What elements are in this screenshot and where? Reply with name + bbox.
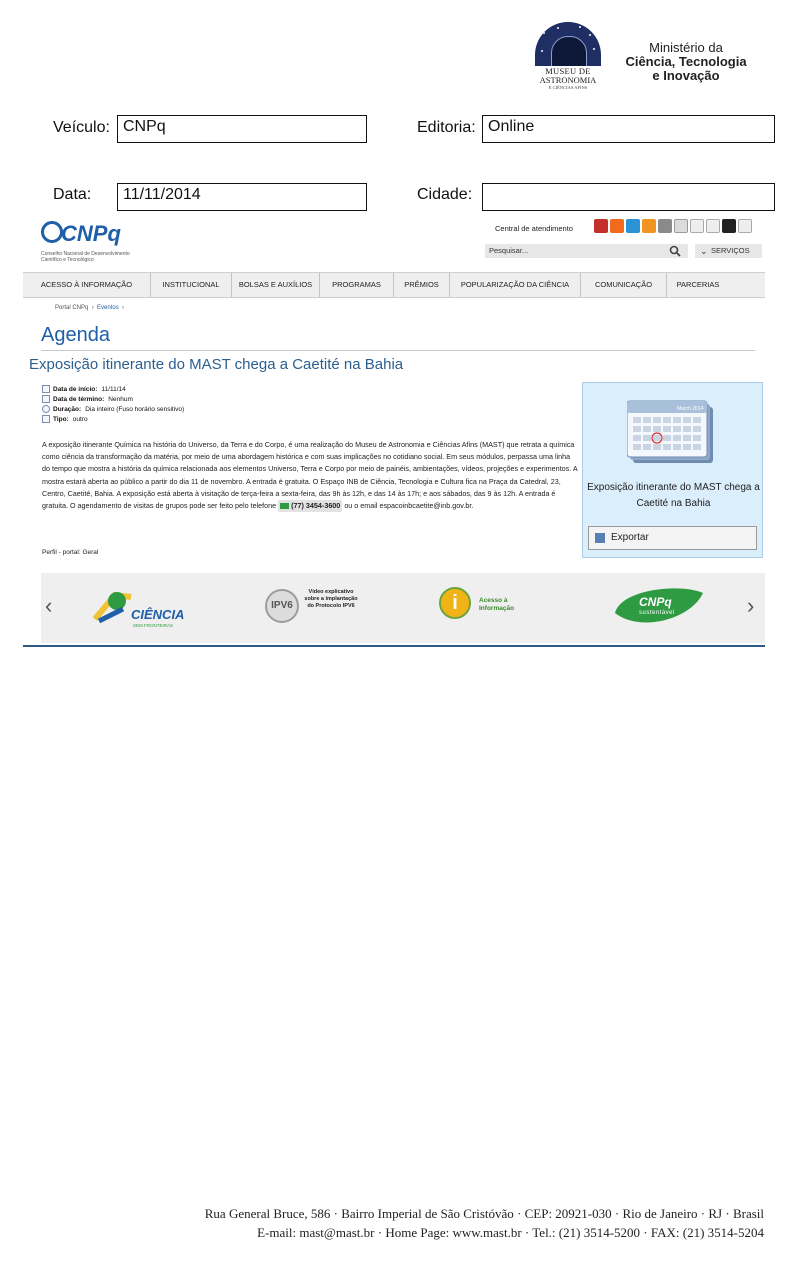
main-menu [23, 272, 765, 298]
banner-ipv6-text: Vídeo explicativo sobre a implantação do Protocolo IPV6 [304, 589, 358, 609]
cnpq-mark-icon [41, 221, 63, 243]
menu-item-acesso[interactable]: ACESSO À INFORMAÇÃO [23, 273, 151, 297]
banner-ciencia-sem-fronteiras[interactable] [93, 585, 193, 633]
ciencia-globe-icon [93, 589, 133, 625]
section-divider [41, 350, 755, 351]
menu-item-popularizacao[interactable]: POPULARIZAÇÃO DA CIÊNCIA [450, 273, 581, 297]
banner-cnpq-text: CNPq [639, 595, 672, 609]
servicos-button[interactable] [695, 244, 762, 258]
ministry-line1: Ministério da [649, 40, 723, 55]
calendar-icon [42, 385, 50, 393]
menu-item-comunicacao[interactable]: COMUNICAÇÃO [581, 273, 667, 297]
veiculo-field[interactable]: CNPq [117, 115, 367, 143]
help-icon[interactable] [674, 219, 688, 233]
banner-acesso-text: Acesso à Informação [479, 597, 515, 612]
menu-item-institucional[interactable]: INSTITUCIONAL [151, 273, 232, 297]
footer-contact: E-mail: mast@mast.br · Home Page: www.mast.br · Tel.: (21) 3514-5200 · FAX: (21) 3514-5204 [257, 1225, 764, 1240]
menu-item-programas[interactable]: PROGRAMAS [320, 273, 394, 297]
cnpq-logo-text: CNPq [61, 221, 121, 246]
calendar-icon [42, 395, 50, 403]
observatory-dome-icon [535, 22, 601, 66]
calendar-icon [627, 399, 717, 465]
brazil-flag-icon [280, 503, 289, 509]
data-label: Data: [53, 186, 92, 203]
search-input[interactable]: Pesquisar... [485, 244, 688, 258]
carousel-prev-icon[interactable]: ‹ [45, 593, 53, 618]
breadcrumb [55, 305, 124, 311]
banner-carousel [41, 573, 765, 643]
banner-ipv6[interactable] [265, 587, 365, 631]
ministry-logo [616, 41, 756, 83]
perfil-text: Perfil - portal: Geral [42, 549, 99, 556]
rss-icon[interactable] [642, 219, 656, 233]
cidade-field[interactable] [482, 183, 775, 211]
event-duration: Duração: Dia inteiro (Fuso horário sensitivo) [42, 404, 184, 414]
museum-logo-line3: E CIÊNCIAS AFINS [548, 85, 588, 90]
mobile-icon[interactable] [738, 219, 752, 233]
font-decrease-icon[interactable] [706, 219, 720, 233]
veiculo-label: Veículo: [53, 119, 110, 136]
description-text: A exposição itinerante Química na história do Universo, da Terra e do Corpo, é uma realização do Museu de Astronomia e Ciências Afins (MAST) que retrata a química como ciência da transformação da matéria, por meio de uma abordagem histórica e com suas implicações no cotidiano social. Em seus módulos, perpassa uma linha do tempo que mostra a história da química relacionada aos elementos Universo, Terra e Corpo por meio de painéis, ambientações, vídeos, projeções e experimentos. A mostra estará aberta ao público a partir do dia 11 de novembro. A entrada é gratuita. O Espaço INB de Ciência, Tecnologia e Cultura fica na Praça da Catedral, 23, Centro, Caetité, Bahia. A exposição está aberta à visitação de terça-feira a sexta-feira, das 9h às 12h, e das 14 às 17h; e aos sábados, das 9 às 12h. A entrada é gratuita. O agendamento de visitas de grupos pode ser feito pelo telefone [42, 440, 578, 511]
cnpq-page-screenshot [23, 213, 765, 647]
banner-ciencia-text: CIÊNCIA [131, 607, 185, 622]
banner-cnpq-sustentavel[interactable] [611, 583, 705, 633]
document-icon [42, 415, 50, 423]
event-title: Exposição itinerante do MAST chega a Caetité na Bahia [29, 356, 404, 373]
editoria-field[interactable]: Online [482, 115, 775, 143]
youtube-icon[interactable] [594, 219, 608, 233]
breadcrumb-home[interactable]: Portal CNPq [55, 305, 89, 311]
calendar-month-label: March 2014 [677, 406, 704, 412]
museum-logo-line2: ASTRONOMIA [539, 75, 597, 85]
soundcloud-icon[interactable] [610, 219, 624, 233]
phone-link[interactable]: (77) 3454-3600 [278, 500, 342, 512]
ipv6-badge-icon: IPV6 [265, 589, 299, 623]
menu-item-premios[interactable]: PRÊMIOS [394, 273, 450, 297]
breadcrumb-separator-icon: › [90, 305, 98, 311]
servicos-label: SERVIÇOS [711, 246, 750, 255]
social-toolbar [594, 219, 752, 233]
section-title: Agenda [41, 324, 110, 346]
chevron-down-icon: ⌄ [700, 246, 708, 256]
data-field[interactable]: 11/11/2014 [117, 183, 367, 211]
menu-item-parcerias[interactable]: PARCERIAS [676, 280, 720, 289]
cnpq-logo-subtitle: Conselho Nacional de Desenvolvimento Científico e Tecnológico [41, 251, 130, 263]
ministry-line3: e Inovação [652, 68, 720, 83]
breadcrumb-separator-icon: › [120, 305, 125, 311]
search-icon[interactable] [669, 245, 681, 257]
chat-icon[interactable] [658, 219, 672, 233]
export-label: Exportar [611, 532, 649, 543]
editoria-label: Editoria: [417, 119, 476, 136]
event-side-box [582, 382, 763, 558]
export-button[interactable] [588, 526, 757, 550]
cidade-label: Cidade: [417, 186, 473, 203]
event-description [42, 439, 580, 512]
footer-address: Rua General Bruce, 586 · Bairro Imperial de São Cristóvão · CEP: 20921-030 · Rio de Janeiro · RJ · Brasil [204, 1206, 764, 1221]
event-type: Tipo: outro [42, 414, 184, 424]
side-box-title: Exposição itinerante do MAST chega a Caetité na Bahia [587, 482, 760, 509]
breadcrumb-current[interactable]: Eventos [97, 305, 119, 311]
event-start: Data de início: 11/11/14 [42, 384, 184, 394]
carousel-next-icon[interactable]: › [747, 593, 755, 618]
event-end: Data de término: Nenhum [42, 394, 184, 404]
twitter-icon[interactable] [626, 219, 640, 233]
contrast-icon[interactable] [722, 219, 736, 233]
export-icon [595, 533, 605, 543]
museum-logo-line1: MUSEU DE [545, 66, 591, 76]
event-meta [42, 384, 184, 424]
font-increase-icon[interactable] [690, 219, 704, 233]
central-atendimento-link[interactable]: Central de atendimento [495, 224, 573, 233]
info-icon: i [439, 587, 471, 619]
description-email: ou o email espacoinbcaetite@inb.gov.br. [344, 501, 474, 511]
banner-ciencia-sub: SEM FRONTEIRAS [133, 623, 174, 628]
banner-cnpq-sub: sustentável [639, 610, 675, 616]
museu-astronomia-logo [531, 22, 605, 92]
ministry-line2: Ciência, Tecnologia [625, 54, 747, 69]
banner-acesso-informacao[interactable] [439, 585, 539, 633]
clock-icon [42, 405, 50, 413]
menu-item-bolsas[interactable]: BOLSAS E AUXÍLIOS [232, 273, 320, 297]
